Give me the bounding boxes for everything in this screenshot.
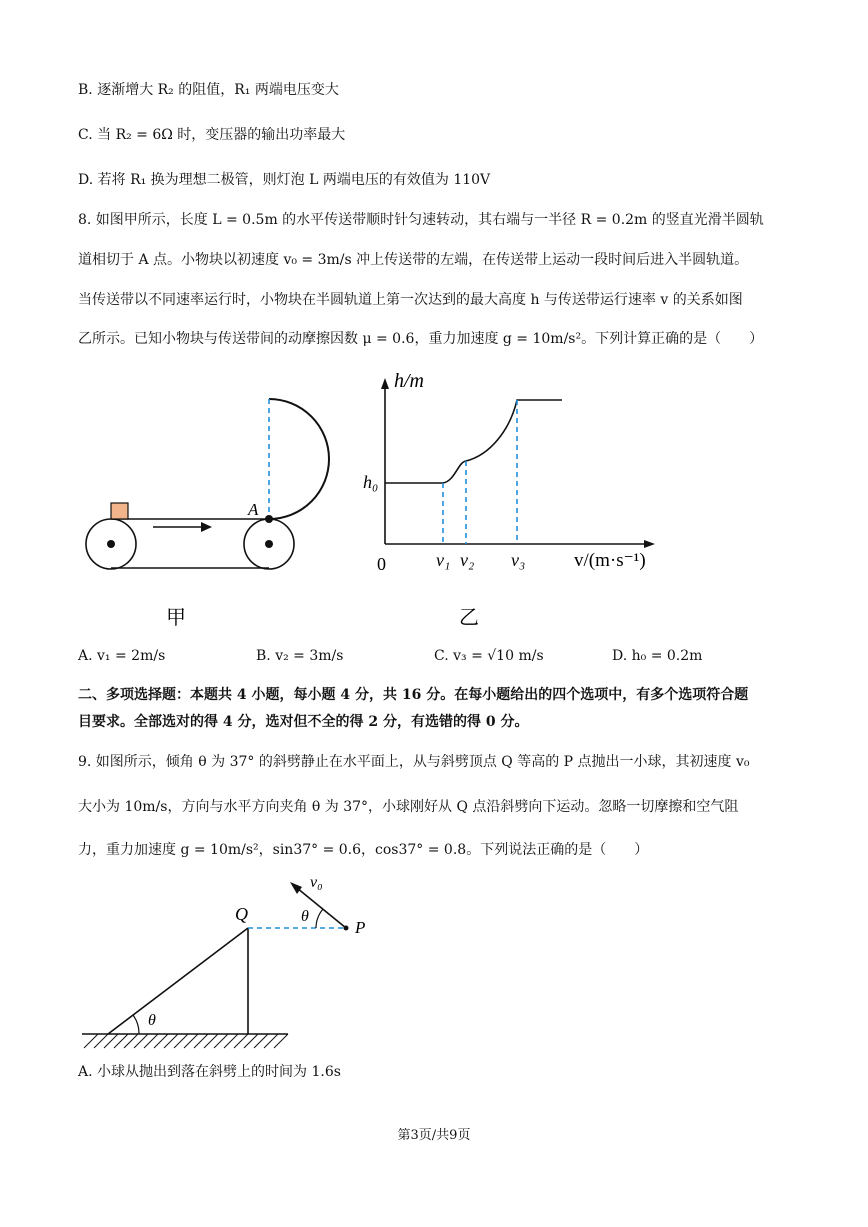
- point-q-label: Q: [235, 904, 248, 924]
- q9-stem-line2: 大小为 10m/s，方向与水平方向夹角 θ 为 37°，小球刚好从 Q 点沿斜劈向下运动。忽略一切摩擦和空气阻: [78, 799, 739, 815]
- tick-v1: v₁: [436, 550, 451, 570]
- q8-stem-line2: 道相切于 A 点。小物块以初速度 v₀ = 3m/s 冲上传送带的左端，在传送带上运动一段时间后进入半圆轨道。: [78, 252, 749, 268]
- q7-option-d: D. 若将 R₁ 换为理想二极管，则灯泡 L 两端电压的有效值为 110V: [78, 172, 491, 188]
- figure-yi-caption: 乙: [459, 605, 479, 629]
- tick-v3: v₃: [511, 550, 526, 570]
- q8-stem-line3: 当传送带以不同速率运行时，小物块在半圆轨道上第一次达到的最大高度 h 与传送带运行速率 v 的关系如图: [78, 292, 743, 308]
- q9-stem-line1: 9. 如图所示，倾角 θ 为 37° 的斜劈静止在水平面上，从与斜劈顶点 Q 等高的 P 点抛出一小球，其初速度 v₀: [78, 754, 750, 770]
- launch-angle-arc: [316, 909, 323, 928]
- theta-base-label: θ: [148, 1012, 156, 1029]
- point-p-label: P: [355, 918, 366, 937]
- ground-hatch: [84, 1034, 288, 1048]
- q8-option-c: C. v₃ = √10 m/s: [434, 648, 544, 664]
- q8-option-b: B. v₂ = 3m/s: [256, 648, 344, 664]
- section2-heading-line1: 二、多项选择题：本题共 4 小题，每小题 4 分，共 16 分。在每小题给出的四个选项中，有多个选项符合题: [78, 687, 749, 703]
- theta-launch-label: θ: [301, 908, 309, 925]
- point-a-label: A: [248, 500, 259, 519]
- q8-stem-line1: 8. 如图甲所示，长度 L = 0.5m 的水平传送带顺时针匀速转动，其右端与一半径 R = 0.2m 的竖直光滑半圆轨: [78, 212, 764, 228]
- q9-option-a: A. 小球从抛出到落在斜劈上的时间为 1.6s: [78, 1064, 341, 1080]
- origin-label: 0: [377, 554, 386, 574]
- q7-option-c: C. 当 R₂ = 6Ω 时，变压器的输出功率最大: [78, 127, 346, 143]
- section2-heading-line2: 目要求。全部选对的得 4 分，选对但不全的得 2 分，有选错的得 0 分。: [78, 714, 529, 730]
- q9-stem-line3: 力，重力加速度 g = 10m/s²，sin37° = 0.6，cos37° = 0.8。下列说法正确的是（ ）: [78, 842, 649, 858]
- y-axis-label: h/m: [394, 370, 424, 392]
- q8-option-d: D. h₀ = 0.2m: [612, 648, 703, 664]
- base-angle-arc: [133, 1015, 139, 1034]
- page-number-footer: 第3页/共9页: [397, 1128, 471, 1143]
- figure-jia-caption: 甲: [166, 605, 186, 629]
- tick-v2: v₂: [460, 550, 475, 570]
- v0-arrow-head-icon: [290, 882, 302, 894]
- q8-option-a: A. v₁ = 2m/s: [78, 648, 166, 664]
- wedge-slope: [108, 928, 248, 1034]
- h0-label: h₀: [363, 472, 379, 492]
- v0-label: v₀: [310, 874, 323, 891]
- q7-option-b: B. 逐渐增大 R₂ 的阻值，R₁ 两端电压变大: [78, 82, 339, 98]
- x-axis-label: v/(m·s⁻¹): [574, 550, 646, 571]
- q8-stem-line4: 乙所示。已知小物块与传送带间的动摩擦因数 μ = 0.6，重力加速度 g = 10m/s²。下列计算正确的是（ ）: [78, 331, 764, 347]
